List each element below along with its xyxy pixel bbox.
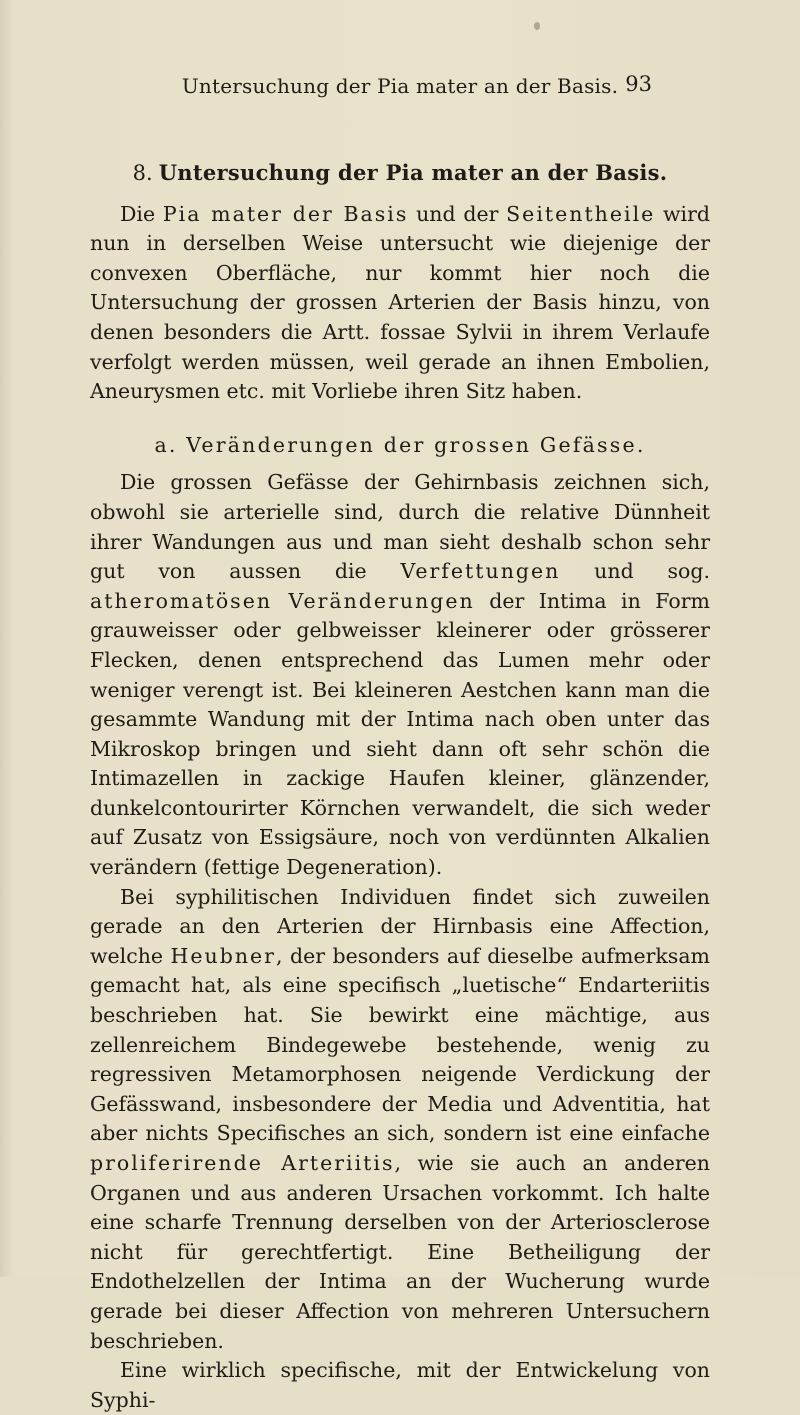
emphasis-term: Heubner [170,943,276,968]
paragraph-text: und sog. [560,559,710,584]
paragraph-3 [90,883,710,1357]
emphasis-term: Seitentheile [506,201,656,226]
paragraph-text: , wie sie auch an anderen Organen und aus anderen Ursachen vorkommt. Ich halte eine scharfe Trennung derselben von der Arteriosclerose nicht für gerechtfertigt. Eine Betheiligung der Endothelzellen der Intima an der Wucherung wurde gerade bei dieser Affection von mehreren Untersuchern beschrieben. [90,1151,710,1353]
section-number: 8. [132,161,153,185]
paragraph-text: Die [120,201,163,226]
paragraph-text: Individuen findet sich zuweilen gerade an den Arterien der Hirnbasis eine Affection, welche [90,884,710,968]
ink-spot [534,22,540,30]
paragraph-2 [90,468,710,882]
paragraph-text: wird nun in derselben Weise untersucht wie diejenige der convexen Oberfläche, nur kommt hier noch die Untersuchung der grossen Arterien der Basis hinzu, von denen besonders die Artt. fossae Sylvii in ihrem Verlaufe verfolgt werden müssen, weil gerade an ihnen Embolien, Aneurysmen etc. mit Vorliebe ihren Sitz haben. [90,201,711,404]
emphasis-term: proliferirende Arteriitis [90,1151,395,1175]
section-heading [90,158,710,189]
running-head: Untersuchung der Pia mater an der Basis. [181,74,619,98]
page-body [90,158,710,1415]
emphasis-term: syphilitischen [175,884,319,909]
paragraph-1 [90,200,710,407]
paragraph-text: der Intima in Form grauweisser oder gelbweisser kleinerer oder grösserer Flecken, denen entsprechend das Lumen mehr oder weniger verengt ist. Bei kleineren Aestchen kann man die gesammte Wandung mit der Intima nach oben unter das Mikroskop bringen und sieht dann oft sehr schön die Intimazellen in zackige Haufen kleiner, glänzender, dunkelcontourirter Körnchen verwandelt, die sich weder auf Zusatz von Essigsäure, noch von verdünnten Alkalien verändern (fettige Degeneration). [90,588,710,880]
paragraph-text: , der besonders auf dieselbe aufmerksam gemacht hat, als eine specifisch „luetische“ Endarteriitis beschrieben hat. Sie bewirkt eine mächtige, aus zellenreichem Bindegewebe bestehende, wenig zu regressiven Metamorphosen neigende Verdickung der Gefässwand, insbesondere der Media und Adventitia, hat aber nichts Specifisches an sich, sondern ist eine einfache [90,943,710,1146]
paragraph-text: Die grossen Gefässe der Gehirnbasis zeichnen sich, obwohl sie arterielle sind, durch die relative Dünnheit ihrer Wandungen aus und man sieht deshalb schon sehr gut von aussen die [90,470,710,584]
subsection-heading: a. Veränderungen der grossen Gefässe. [154,432,646,457]
paragraph-4: Eine wirklich specifische, mit der Entwickelung von Syphi- [90,1358,710,1412]
emphasis-term: Verfettungen [400,559,561,584]
section-title: Untersuchung der Pia mater an der Basis. [158,160,668,185]
emphasis-term: atheromatösen Veränderungen [90,588,475,613]
paragraph-text: und der [408,201,507,226]
paragraph-text: Bei [120,884,176,909]
emphasis-term: Pia mater der Basis [162,201,409,226]
page-number: 93 [625,72,652,96]
